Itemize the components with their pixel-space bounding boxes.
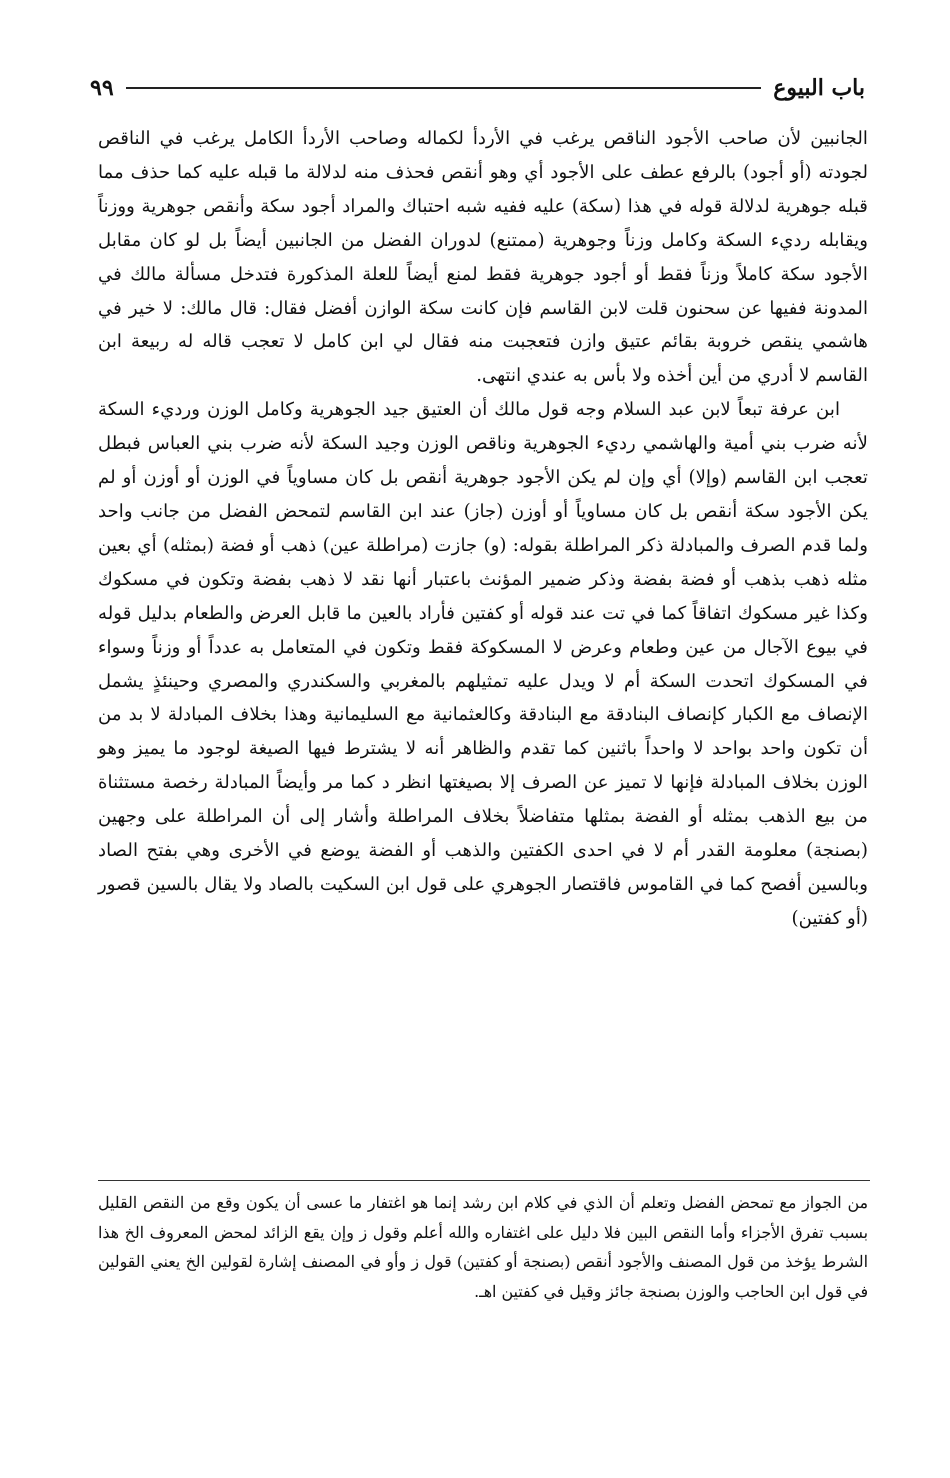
main-paragraph-2: ابن عرفة تبعاً لابن عبد السلام وجه قول مالك أن العتيق جيد الجوهرية وكامل الوزن ورديء السكة لأنه ضرب بني أمية والهاشمي رديء الجوهرية وناقص الوزن وجيد السكة لأنه ضرب بني العباس فبطل تعجب ابن القاسم (وإلا) أي وإن لم يكن الأجود جوهرية أنقص بل كان مساوياً في الوزن أو أوزن أو لم يكن الأجود سكة أنقص بل كان مساوياً أو أوزن (جاز) عند ابن القاسم لتمحض الفضل من جانب واحد ولما قدم الصرف والمبادلة ذكر المراطلة بقوله: (و) جازت (مراطلة عين) ذهب أو فضة (بمثله) أي بعين مثله ذهب بذهب أو فضة بفضة وذكر ضمير المؤنث باعتبار أنها نقد لا ذهب بفضة وتكون في مسكوك وكذا غير مسكوك اتفاقاً كما في تت عند قوله أو كفتين فأراد بالعين ما قابل العرض والطعام بدليل قوله في بيوع الآجال من عين وطعام وعرض لا المسكوكة فقط وتكون في المتعامل به عدداً أو وزناً وسواء في المسكوك اتحدت السكة أم لا ويدل عليه تمثيلهم بالمغربي والسكندري والمصري وحينئذٍ يشمل الإنصاف مع الكبار كإنصاف البنادقة مع البنادقة وكالعثمانية مع السليمانية وهذا بخلاف المبادلة لا بد من أن تكون واحد بواحد لا واحداً باثنين كما تقدم والظاهر أنه لا يشترط فيها الصيغة لوجود ما يميز وهو الوزن بخلاف المبادلة فإنها لا تميز عن الصرف إلا بصيغتها انظر د كما مر وأيضاً المبادلة رخصة مستثناة من بيع الذهب بمثله أو الفضة بمثلها متفاضلاً بخلاف المراطلة وأشار إلى أن المراطلة على وجهين (بصنجة) معلومة القدر أم لا في احدى الكفتين والذهب أو الفضة يوضع في الأخرى وهي بفتح الصاد وبالسين أفصح كما في القاموس فاقتصار الجوهري على قول ابن السكيت بالصاد ولا يقال بالسين قصور (أو كفتين) <box>98 399 868 929</box>
main-paragraph-1: الجانبين لأن صاحب الأجود الناقص يرغب في الأردأ لكماله وصاحب الأردأ الكامل يرغب في الناقص لجودته (أو أجود) بالرفع عطف على الأجود أي وهو أنقص فحذف منه لدلالة ما قبله عليه كما حذف مما قبله جوهرية لدلالة قوله في هذا (سكة) عليه ففيه شبه احتباك والمراد أجود سكة وأنقص جوهرية ووزناً ويقابله رديء السكة وكامل وزناً وجوهرية (ممتنع) لدوران الفضل من الجانبين أيضاً بل لو كان مقابل الأجود سكة كاملاً وزناً فقط أو أجود جوهرية فقط لمنع أيضاً للعلة المذكورة فتدخل مسألة مالك في المدونة ففيها عن سحنون قلت لابن القاسم فإن كانت سكة الوازن أفضل فقال: قال مالك: لا خير في هاشمي ينقص خروبة بقائم عتيق وازن فتعجبت منه فقال لي ابن كامل لا تعجب قاله له ربيعة ابن القاسم لا أدري من أين أخذه ولا بأس به عندي انتهى. <box>98 128 868 387</box>
chapter-title: باب البيوع <box>773 75 865 101</box>
footnotes <box>98 1188 868 1306</box>
footnote-paragraph: من الجواز مع تمحض الفضل وتعلم أن الذي في كلام ابن رشد إنما هو اغتفار ما عسى أن يكون وقع من النقص القليل بسبب تفرق الأجزاء وأما النقص البين فلا دليل على اغتفاره والله أعلم وقول ز وإن يقع الزائد لمحض المعروف الخ هذا الشرط يؤخذ من قول المصنف والأجود أنقص (بصنجة أو كفتين) قول ز وأو في المصنف إشارة لقولين الخ يعني القولين في قول ابن الحاجب والوزن بصنجة جائز وقيل في كفتين اهـ. <box>98 1193 868 1301</box>
footnote-separator <box>98 1180 870 1181</box>
header-rule <box>126 87 762 89</box>
page-number: ٩٩ <box>90 75 114 101</box>
main-text <box>98 122 868 936</box>
running-header <box>90 68 865 108</box>
